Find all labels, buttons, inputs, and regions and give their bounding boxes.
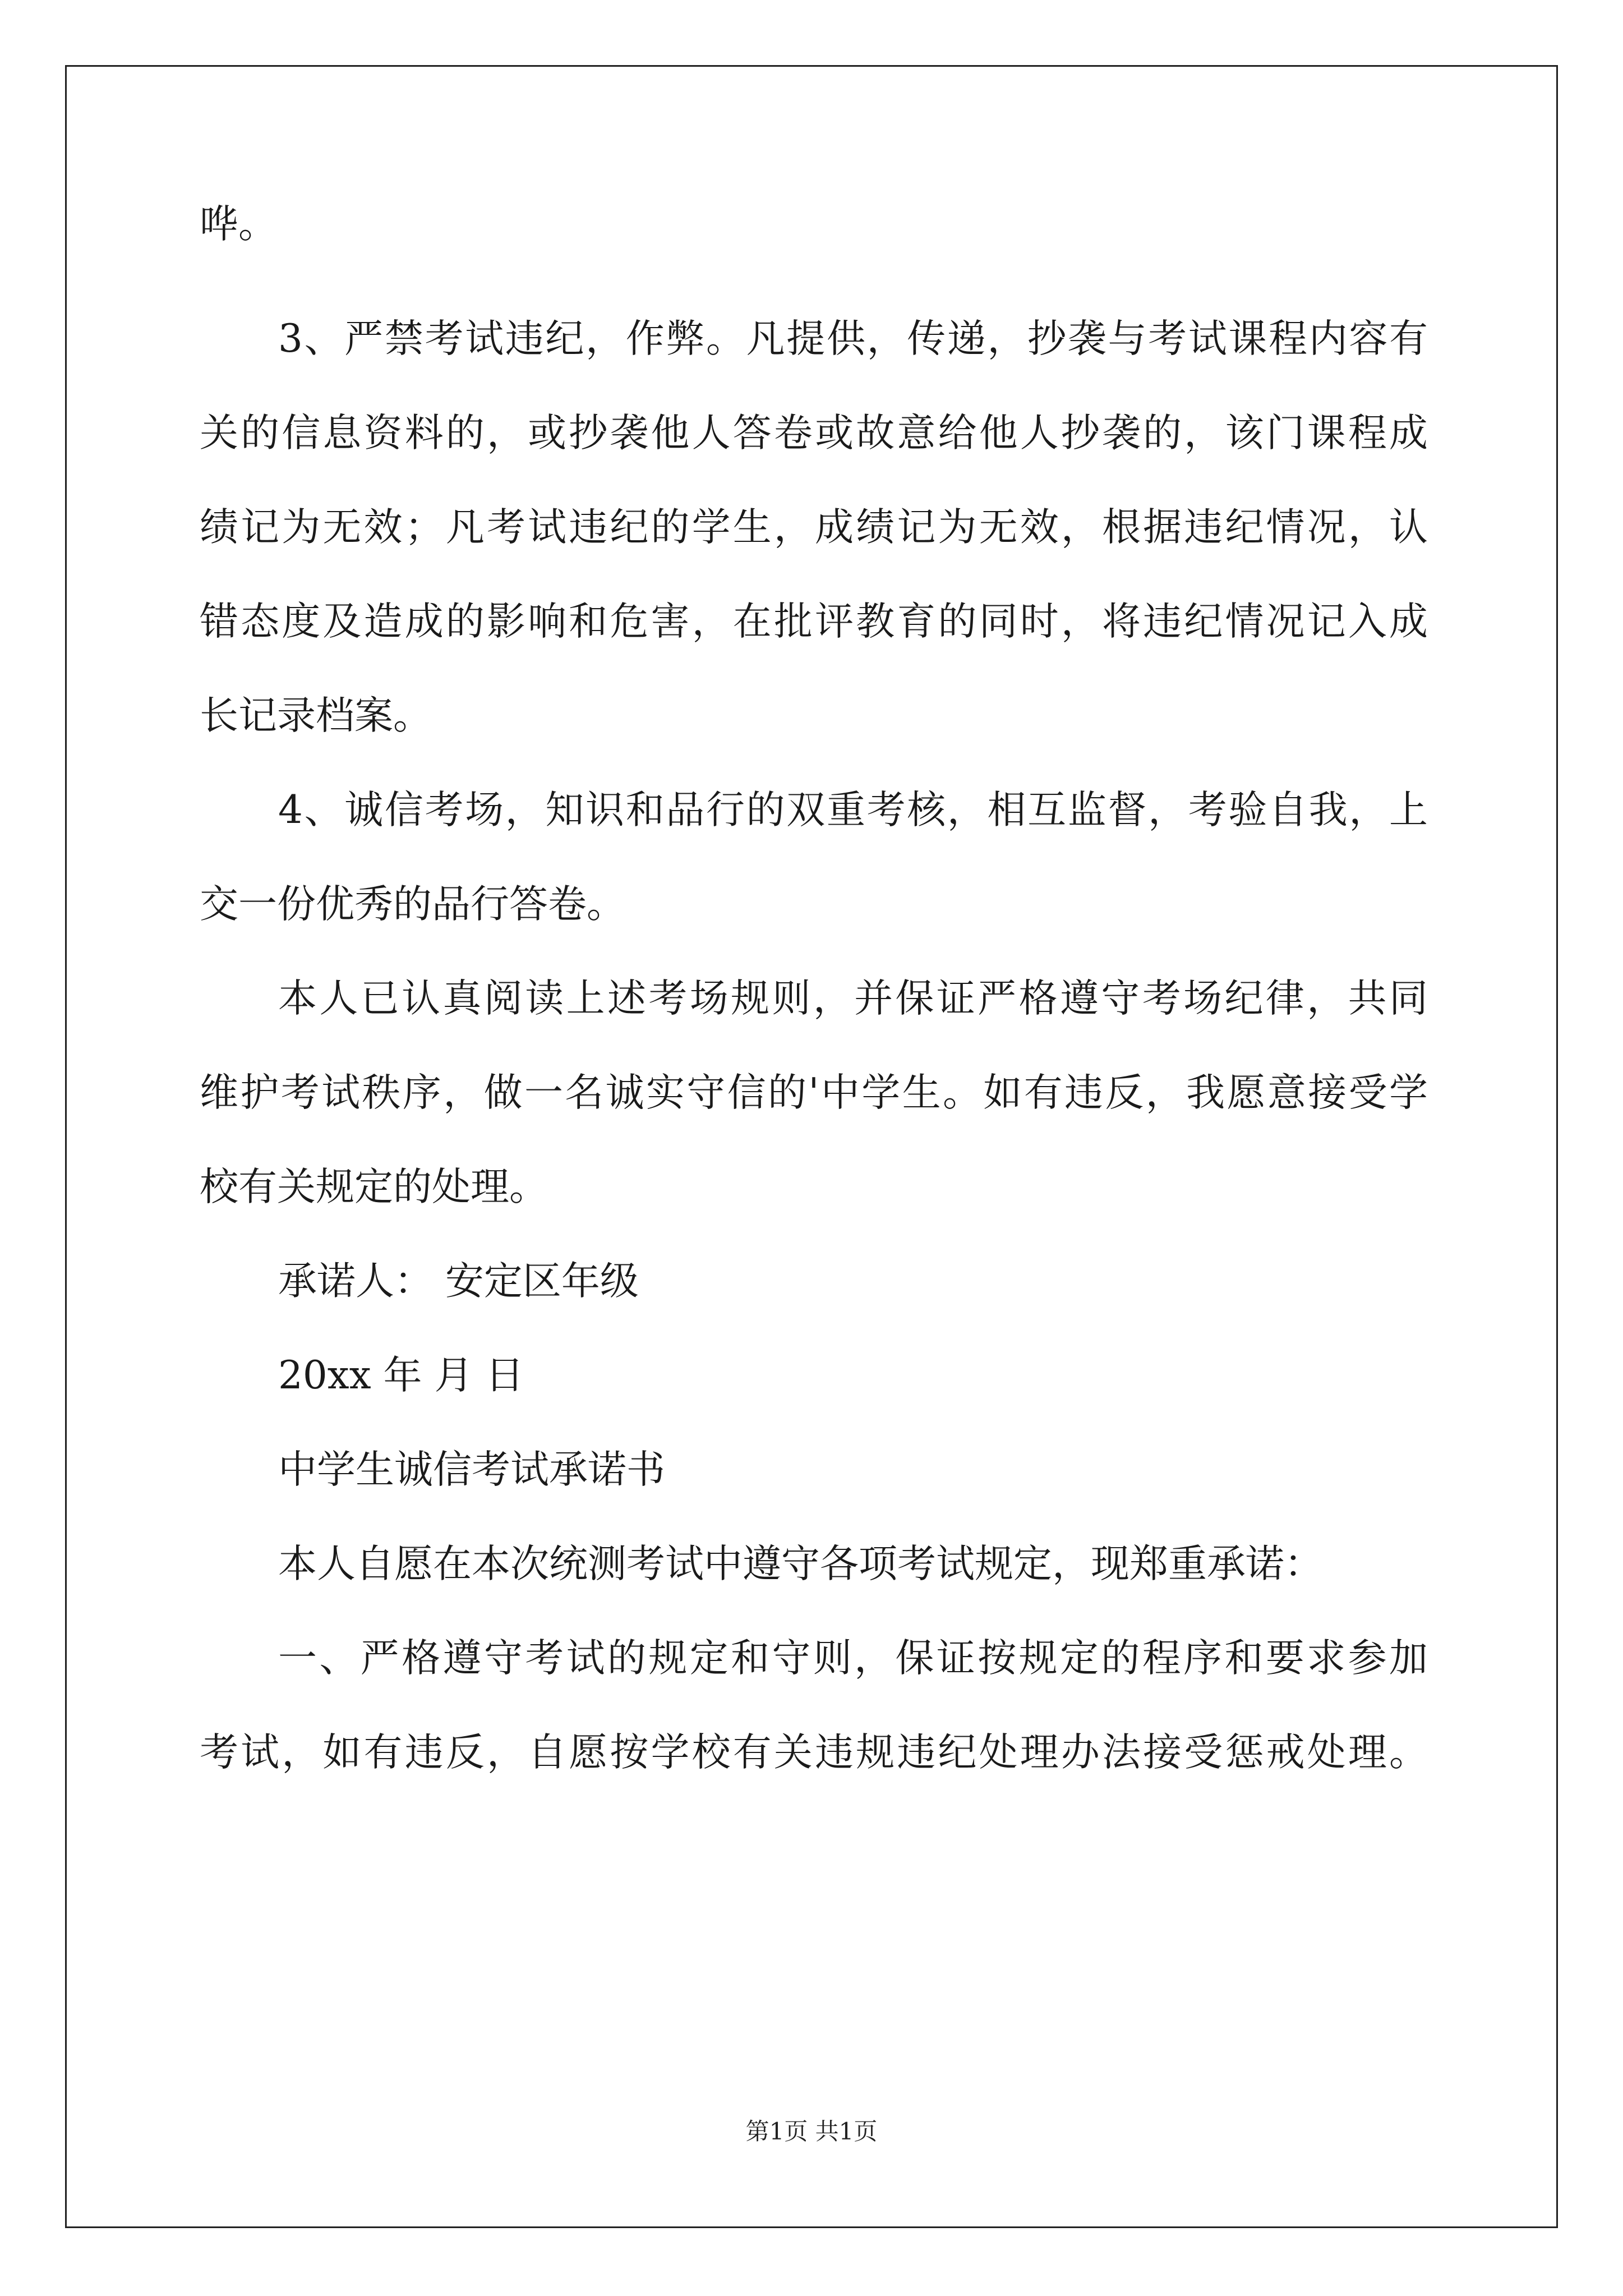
text-line: 考试，如有违反，自愿按学校有关违规违纪处理办法接受惩戒处理。 (200, 1730, 1428, 1775)
text-line: 关的信息资料的，或抄袭他人答卷或故意给他人抄袭的，该门课程成 (200, 411, 1428, 455)
text-line: 本人自愿在本次统测考试中遵守各项考试规定，现郑重承诺： (278, 1542, 1323, 1586)
text-line: 维护考试秩序，做一名诚实守信的'中学生。如有违反，我愿意接受学 (200, 1070, 1428, 1115)
page-border (65, 65, 1558, 2228)
text-line: 校有关规定的处理。 (200, 1165, 548, 1209)
text-line: 4、诚信考场，知识和品行的双重考核，相互监督，考验自我，上 (278, 788, 1428, 832)
date-line: 20xx 年 月 日 (278, 1353, 524, 1398)
text-line: 本人已认真阅读上述考场规则，并保证严格遵守考场纪律，共同 (278, 976, 1428, 1021)
text-line: 错态度及造成的影响和危害，在批评教育的同时，将违纪情况记入成 (200, 599, 1428, 644)
section-title: 中学生诚信考试承诺书 (278, 1447, 665, 1492)
page-number: 第1页 共1页 (745, 2118, 878, 2145)
text-line: 交一份优秀的品行答卷。 (200, 882, 625, 927)
text-line: 哗。 (200, 202, 277, 247)
text-line: 绩记为无效；凡考试违纪的学生，成绩记为无效，根据违纪情况，认 (200, 505, 1428, 550)
text-line: 一、严格遵守考试的规定和守则，保证按规定的程序和要求参加 (278, 1636, 1428, 1681)
signature-line: 承诺人： 安定区年级 (278, 1259, 639, 1304)
text-line: 长记录档案。 (200, 693, 432, 738)
text-line: 3、严禁考试违纪，作弊。凡提供，传递，抄袭与考试课程内容有 (278, 316, 1428, 361)
